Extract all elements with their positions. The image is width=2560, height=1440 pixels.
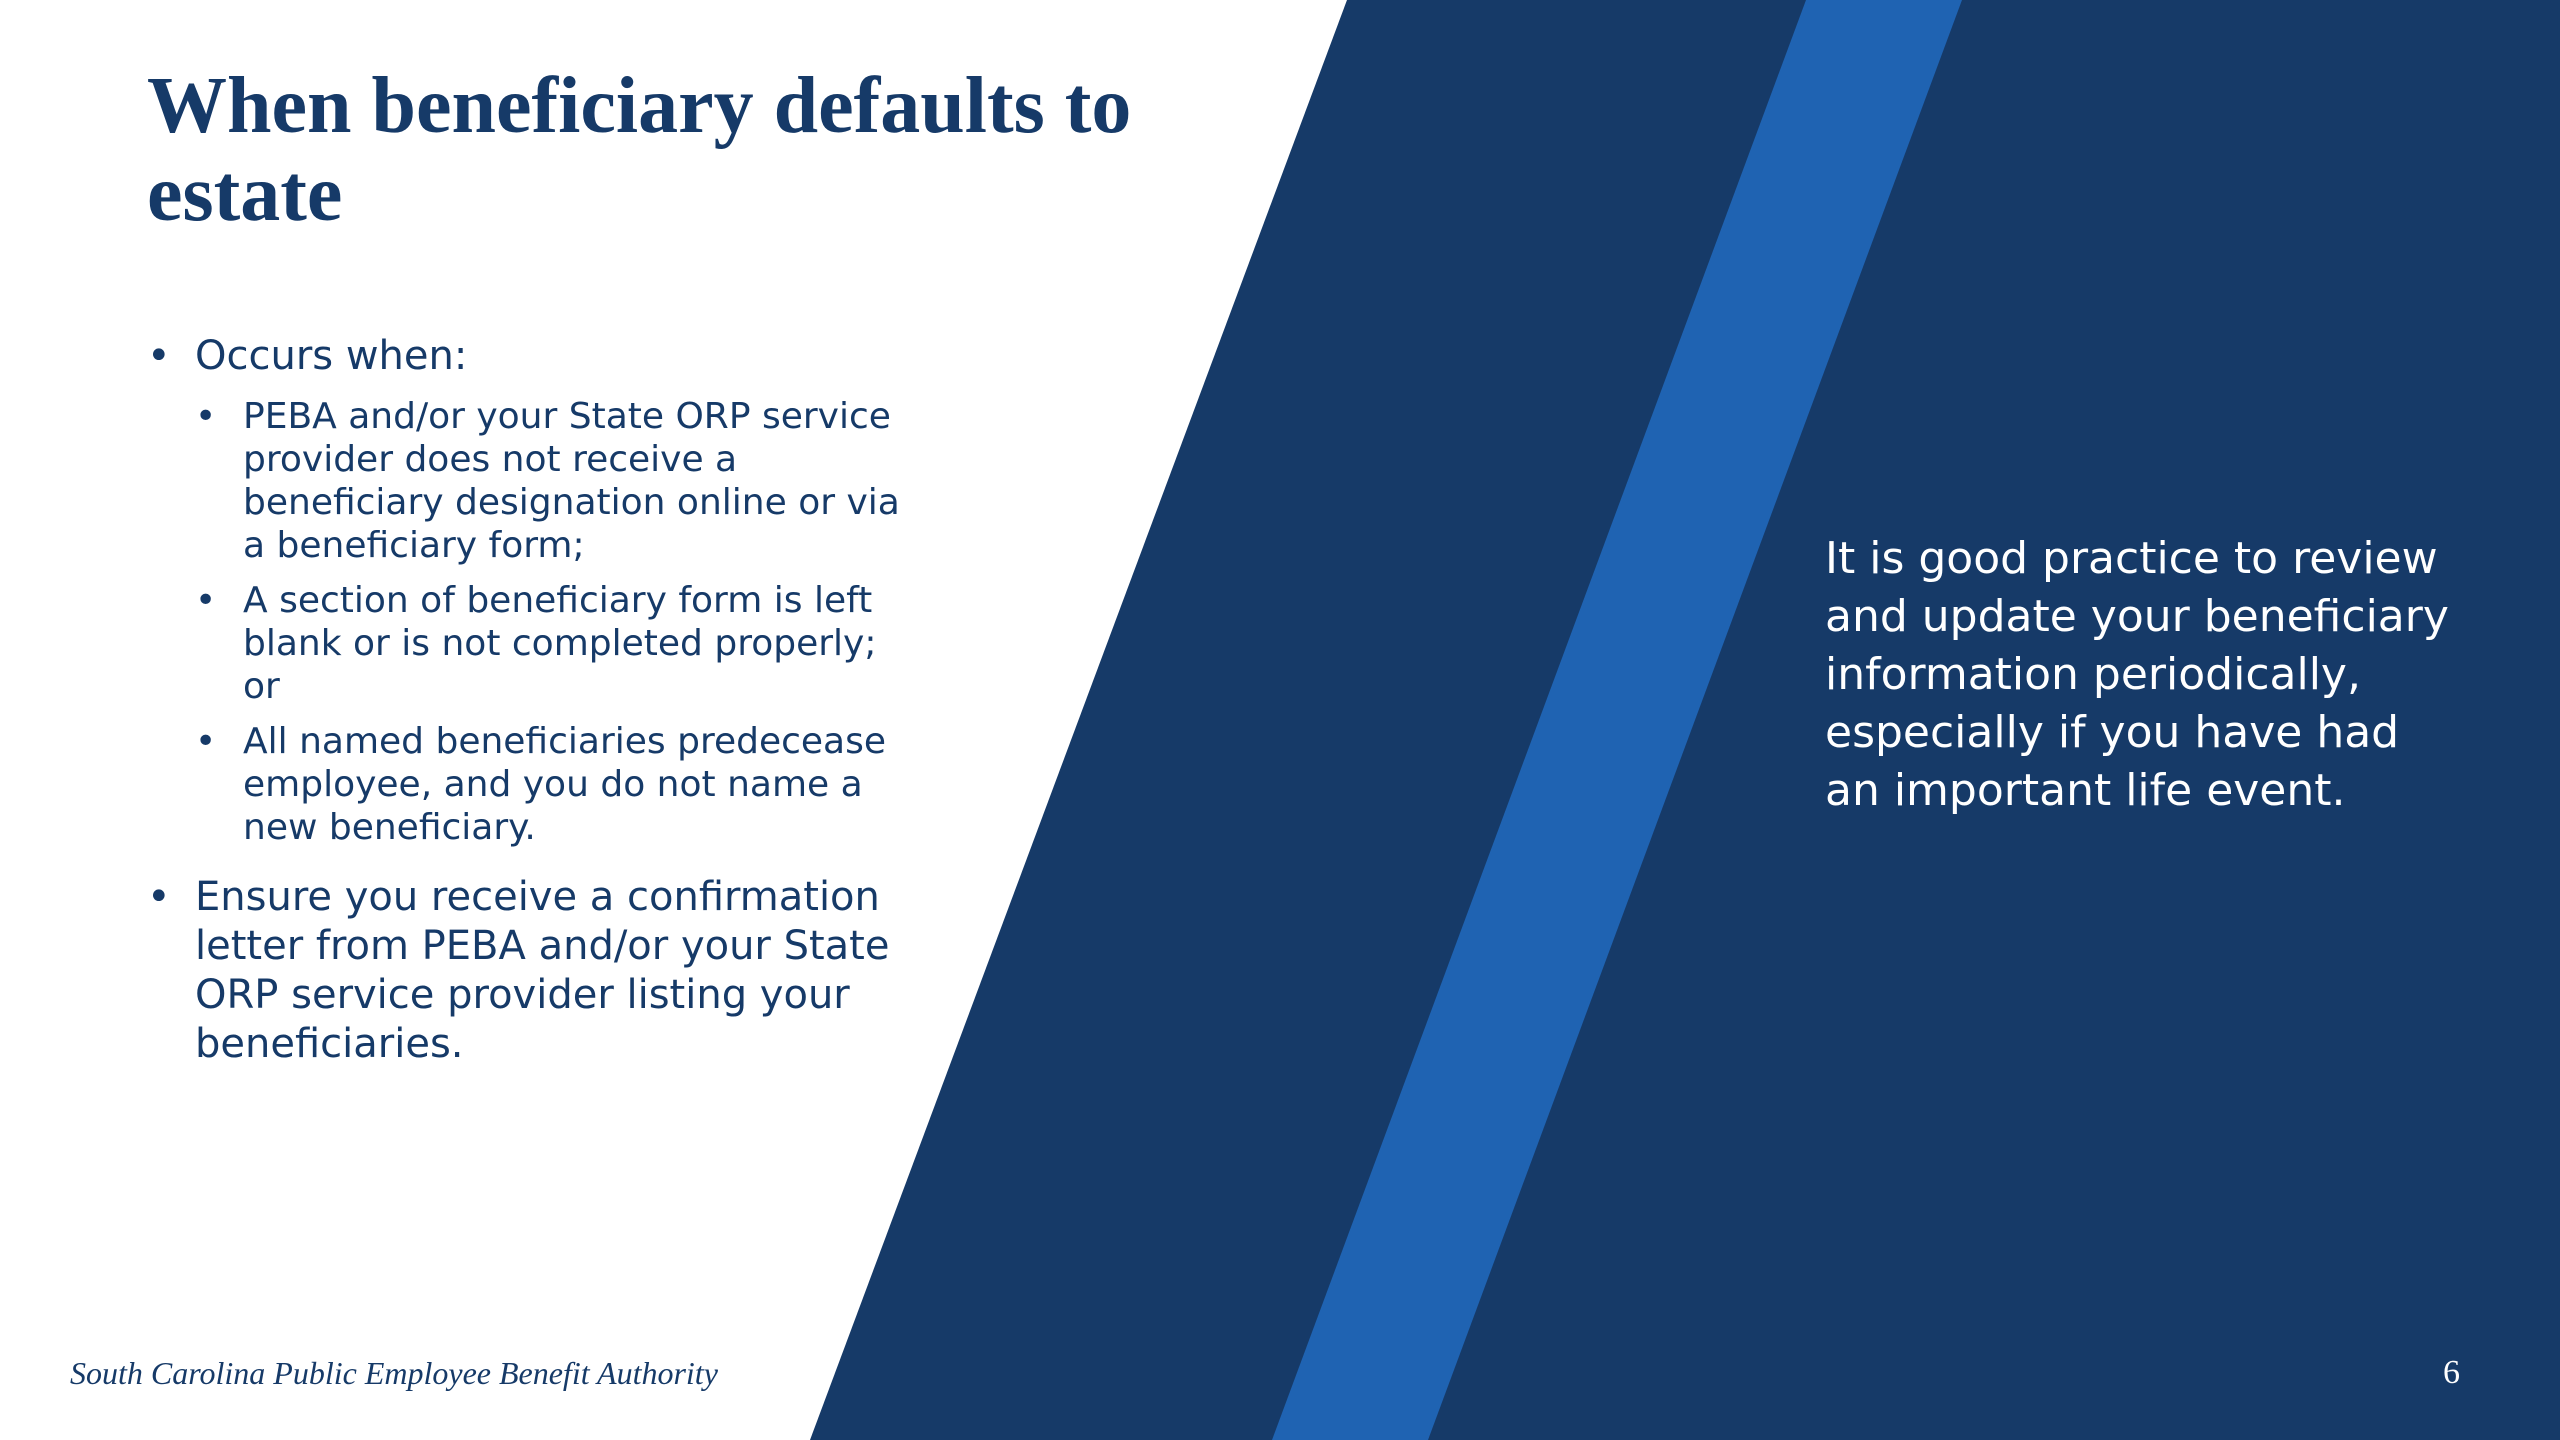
sub-bullet-list <box>195 395 907 849</box>
side-note: It is good practice to review and update your beneficiary information periodically, especially if you have had an important life event. <box>1825 533 2449 816</box>
sub-bullet-predecease: • All named beneficiaries predecease employee, and you do not name a new beneficiary. <box>195 720 907 849</box>
sub-bullet-no-designation: • PEBA and/or your State ORP service provider does not receive a beneficiary designation online or via a beneficiary form; <box>195 395 907 567</box>
footer-organization: South Carolina Public Employee Benefit Authority <box>70 1355 718 1391</box>
bullet-confirmation-letter: • Ensure you receive a confirmation letter from PEBA and/or your State ORP service provider listing your beneficiaries. <box>147 873 907 1069</box>
slide-title: When beneficiary defaults to estate <box>147 62 1132 238</box>
page-number: 6 <box>2443 1354 2460 1391</box>
bullet-list <box>147 332 907 1069</box>
bullet-occurs-when: • Occurs when: <box>147 332 907 381</box>
sub-bullet-form-blank: • A section of beneficiary form is left blank or is not completed properly; or <box>195 579 907 708</box>
